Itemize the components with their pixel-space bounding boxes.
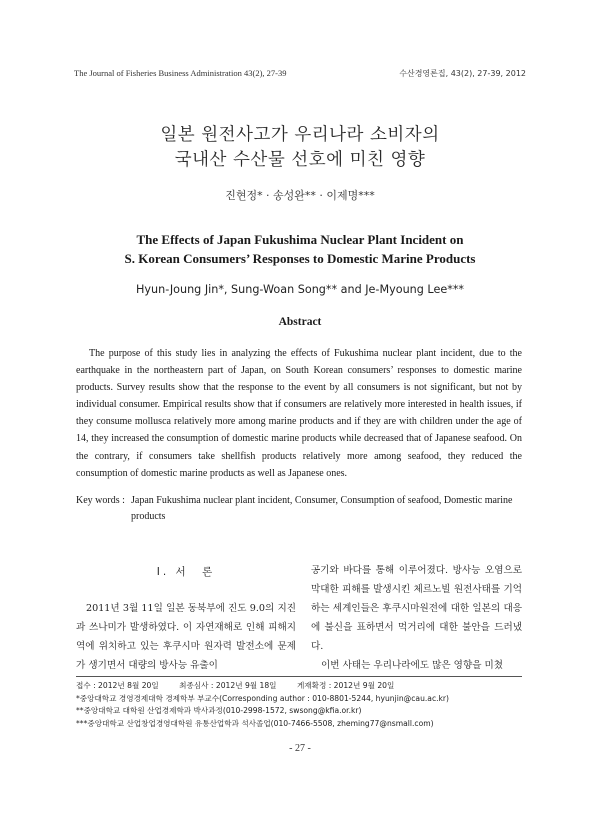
footnote-author-2: **중앙대학교 대학원 산업경제학과 박사과정(010-2998-1572, swsong@kfia.or.kr): [76, 706, 362, 716]
keywords-label: Key words :: [76, 495, 125, 506]
body-paragraph-continued: 공기와 바다를 통해 이루어졌다. 방사능 오염으로 막대한 피해를 발생시킨 체르노빌 원전사태를 기억하는 세계인들은 후쿠시마원전에 대한 일본의 대응에 불신을 표하면서 먹거리에 대한 불안을 드러냈다.: [311, 565, 522, 652]
abstract-body: [76, 345, 522, 482]
running-head-journal-english: The Journal of Fisheries Business Administration 43(2), 27-39: [74, 68, 287, 78]
korean-title-line-1: 일본 원전사고가 우리나라 소비자의: [160, 125, 440, 145]
body-column-right: [311, 561, 522, 675]
footnotes: [76, 680, 522, 730]
body-column-left: [76, 563, 296, 675]
abstract-heading: Abstract: [278, 316, 322, 328]
accepted-date: 게재확정 : 2012년 9월 20일: [296, 681, 395, 690]
section-heading: Ⅰ. 서 론: [156, 566, 216, 578]
footnote-author-1: *중앙대학교 경영경제대학 경제학부 부교수(Corresponding author : 010-8801-5244, hyunjin@cau.ac.kr): [76, 693, 450, 703]
body-paragraph: 이번 사태는 우리나라에도 많은 영향을 미쳤: [321, 660, 504, 671]
keywords: [76, 493, 522, 525]
body-paragraph: 2011년 3월 11일 일본 동북부에 진도 9.0의 지진과 쓰나미가 발생하였다. 이 자연재해로 인해 피해지역에 위치하고 있는 후쿠시마 원자력 발전소에 문제가 생기면서 대량의 방사능 유출이: [76, 603, 296, 671]
abstract-paragraph: The purpose of this study lies in analyzing the effects of Fukushima nuclear plant incident, due to the earthquake in the northeastern part of Japan, on South Korean consumers’ responses to domestic marine products. Survey results show that the response to the event by all consumers is not significant, but not by individual consumer. Empirical results show that if consumers are relatively more interested in health issues, if they consume mollusca relatively more among marine products and if they are with children under the age of 14, they increased the consumption of domestic marine products while decreased that of Japanese seafood. On the contrary, if consumers take shellfish products relatively more among seafood, they reduced the consumption of domestic marine products as well as Japanese ones.: [76, 348, 522, 479]
english-title: [50, 230, 550, 268]
korean-title: [60, 123, 540, 173]
received-date: 접수 : 2012년 8월 20일: [76, 681, 159, 690]
korean-authors: 진현정* · 송성완** · 이제명***: [225, 189, 375, 202]
english-authors: Hyun-Joung Jin*, Sung-Woan Song** and Je-Myoung Lee***: [135, 283, 465, 296]
submission-dates: [76, 680, 522, 693]
page-number: - 27 -: [289, 743, 311, 754]
footnote-divider: [76, 676, 522, 677]
english-title-line-1: The Effects of Japan Fukushima Nuclear Plant Incident on: [136, 232, 464, 247]
korean-title-line-2: 국내산 수산물 선호에 미친 영향: [174, 150, 426, 170]
footnote-author-3: ***중앙대학교 산업창업경영대학원 유통산업학과 석사졸업(010-7466-5508, zheming77@nsmall.com): [76, 718, 434, 728]
english-title-line-2: S. Korean Consumers’ Responses to Domestic Marine Products: [124, 251, 476, 266]
keywords-value: Japan Fukushima nuclear plant incident, Consumer, Consumption of seafood, Domestic marine products: [131, 495, 513, 522]
revised-date: 최종심사 : 2012년 9월 18일: [179, 681, 277, 690]
running-head-journal-korean: 수산경영론집, 43(2), 27-39, 2012: [399, 69, 526, 78]
running-head: [74, 68, 526, 82]
